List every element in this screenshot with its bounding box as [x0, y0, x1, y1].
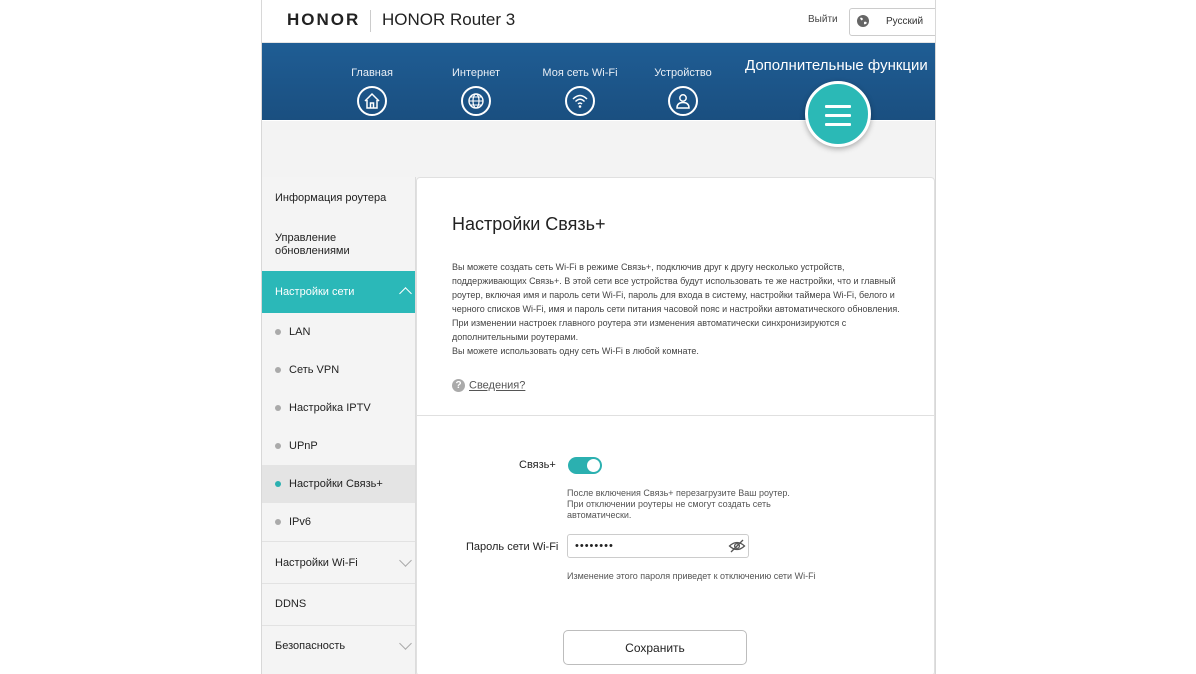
menu-icon-line: [825, 105, 851, 108]
nav-wifi-label: Моя сеть Wi-Fi: [542, 67, 618, 79]
sidebar-item-label: UPnP: [289, 440, 318, 452]
wifi-password-field[interactable]: [567, 534, 749, 558]
brand-divider: [370, 10, 371, 32]
bullet-icon: [275, 443, 281, 449]
wifi-icon: [565, 86, 595, 116]
sidebar-item-label: Информация роутера: [275, 192, 387, 204]
description-note: Вы можете использовать одну сеть Wi-Fi в любой комнате.: [452, 346, 699, 356]
top-bar: [262, 0, 935, 43]
bullet-icon: [275, 481, 281, 487]
main-panel: [416, 177, 935, 674]
advanced-functions-label: Дополнительные функции: [745, 57, 928, 74]
router-admin-window: [261, 0, 936, 674]
chevron-down-icon: [399, 637, 412, 650]
globe-icon: [856, 14, 870, 28]
sidebar-item-svyaz-settings[interactable]: [262, 465, 415, 503]
product-name: HONOR Router 3: [382, 10, 516, 29]
description-text: Вы можете создать сеть Wi-Fi в режиме Связь+, подключив друг к другу несколько устройств, поддерживающих Связь+. В этой сети все устройства будут использовать те же настройки, что и главный роутер, включая имя и пароль сети Wi-Fi, пароль для входа в систему, настройки таймера Wi-Fi, белого и черного списков Wi-Fi, имя и пароль сети питания часовой пояс и настройки автоматического обновления. При изменении настроек главного роутера эти изменения автоматически синхронизируются с дополнительными роутерами.: [452, 262, 900, 342]
svyaz-note: После включения Связь+ перезагрузите Ваш роутер. При отключении роутеры не смогут создать сеть автоматически.: [567, 488, 790, 520]
wifi-password-label: Пароль сети Wi-Fi: [466, 541, 559, 553]
svyaz-label: Связь+: [519, 459, 556, 471]
sidebar-item-label: IPv6: [289, 516, 312, 528]
section-divider: [417, 415, 934, 416]
chevron-down-icon: [399, 554, 412, 567]
save-button[interactable]: Сохранить: [563, 630, 747, 665]
nav-home-label: Главная: [351, 67, 393, 79]
sidebar-item-iptv[interactable]: [262, 389, 415, 427]
sidebar-item-update-management[interactable]: [262, 219, 415, 271]
info-link[interactable]: [452, 379, 525, 392]
home-icon: [357, 86, 387, 116]
advanced-functions-button[interactable]: [805, 81, 871, 147]
svyaz-toggle[interactable]: [568, 457, 602, 474]
nav-device-label: Устройство: [654, 67, 712, 79]
sidebar-item-network-settings[interactable]: [262, 271, 415, 313]
sidebar-item-vpn[interactable]: [262, 351, 415, 389]
page-title: Настройки Связь+: [452, 214, 606, 234]
nav-internet[interactable]: [431, 67, 521, 116]
menu-icon-line: [825, 114, 851, 117]
sidebar-item-ddns[interactable]: [262, 583, 415, 626]
bullet-icon: [275, 329, 281, 335]
sidebar-item-label: LAN: [289, 326, 311, 338]
toggle-knob: [587, 459, 600, 472]
bullet-icon: [275, 367, 281, 373]
bullet-icon: [275, 405, 281, 411]
bullet-icon: [275, 519, 281, 525]
sidebar-item-label: Сеть VPN: [289, 364, 340, 376]
nav-wifi[interactable]: [535, 67, 625, 116]
help-icon: ?: [452, 379, 465, 392]
chevron-up-icon: [399, 287, 412, 300]
logout-link[interactable]: Выйти: [808, 14, 838, 25]
sidebar-item-router-info[interactable]: [262, 177, 415, 219]
wifi-password-note: Изменение этого пароля приведет к отключению сети Wi-Fi: [567, 571, 816, 581]
sidebar-item-label: Настройки Связь+: [289, 478, 383, 490]
sidebar-item-label: DDNS: [275, 598, 307, 610]
sidebar: [262, 177, 416, 674]
sidebar-item-ipv6[interactable]: [262, 503, 415, 541]
sidebar-item-label: Настройка IPTV: [289, 402, 371, 414]
sidebar-item-upnp[interactable]: [262, 427, 415, 465]
language-select[interactable]: [849, 8, 936, 36]
language-label: Русский: [886, 16, 924, 27]
page-description: [452, 260, 912, 358]
brand-logo: HONOR: [287, 10, 361, 29]
sidebar-item-security[interactable]: [262, 625, 415, 668]
eye-off-icon[interactable]: [728, 538, 746, 554]
wifi-password-value: ••••••••: [575, 540, 614, 552]
menu-icon-line: [825, 123, 851, 126]
sidebar-item-label: Безопасность: [275, 640, 346, 652]
nav-device[interactable]: [638, 67, 728, 116]
sidebar-item-lan[interactable]: [262, 313, 415, 351]
info-link-label: Сведения?: [469, 379, 526, 392]
sidebar-item-label: Настройки сети: [275, 286, 355, 298]
user-icon: [668, 86, 698, 116]
sidebar-item-wifi-settings[interactable]: [262, 541, 415, 584]
nav-home[interactable]: [327, 67, 417, 116]
sidebar-item-label: Управление обновлениями: [275, 232, 350, 257]
sidebar-item-label: Настройки Wi-Fi: [275, 557, 358, 569]
nav-internet-label: Интернет: [452, 67, 500, 79]
internet-globe-icon: [461, 86, 491, 116]
